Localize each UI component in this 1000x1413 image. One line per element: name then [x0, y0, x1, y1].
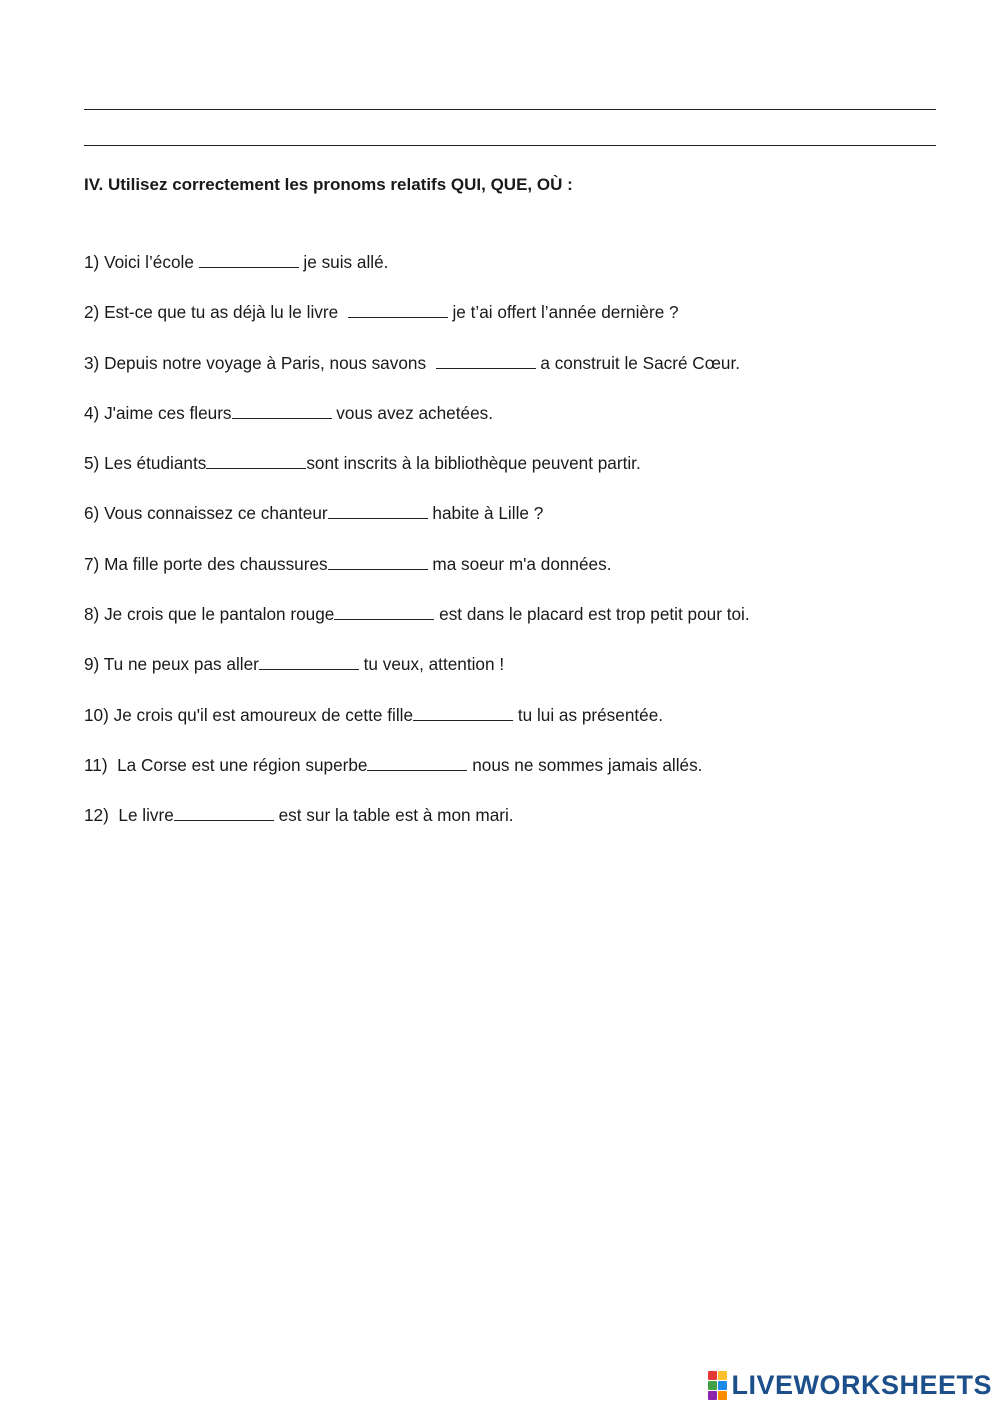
item-text-after: tu veux, attention !: [358, 654, 505, 675]
item-text-after: a construit le Sacré Cœur.: [535, 352, 741, 373]
blank-input[interactable]: [259, 653, 359, 670]
item-text-before: Je crois qu'il est amoureux de cette fille: [108, 704, 414, 725]
item-number: 11): [84, 754, 108, 775]
item-text-after: nous ne sommes jamais allés.: [467, 754, 703, 775]
item-text-before: La Corse est une région superbe: [107, 754, 368, 775]
blank-input[interactable]: [199, 251, 299, 268]
item-text-before: Est-ce que tu as déjà lu le livre: [99, 302, 348, 323]
exercise-item: [84, 804, 750, 854]
item-number: 3): [84, 352, 100, 373]
liveworksheets-logo: [708, 1370, 992, 1401]
blank-input[interactable]: [174, 804, 274, 821]
exercise-item: [84, 352, 750, 402]
item-number: 7): [84, 553, 100, 574]
item-text-after: tu lui as présentée.: [513, 704, 664, 725]
logo-block: [718, 1381, 727, 1390]
exercise-item: [84, 301, 750, 351]
logo-block: [708, 1371, 717, 1380]
blank-input[interactable]: [328, 502, 428, 519]
logo-block: [708, 1381, 717, 1390]
item-text-before: Ma fille porte des chaussures: [99, 553, 328, 574]
item-text-before: J'aime ces fleurs: [99, 402, 232, 423]
item-text-after: est dans le placard est trop petit pour toi.: [434, 604, 750, 625]
exercise-item: [84, 402, 750, 452]
item-text-before: Vous connaissez ce chanteur: [99, 503, 328, 524]
logo-block: [718, 1391, 727, 1400]
item-text-after: vous avez achetées.: [331, 402, 493, 423]
item-text-before: Tu ne peux pas aller: [99, 654, 259, 675]
answer-line-2[interactable]: [84, 145, 936, 146]
item-text-before: Le livre: [108, 805, 174, 826]
item-text-after: je suis allé.: [298, 252, 389, 272]
item-number: 2): [84, 302, 100, 323]
logo-block: [718, 1371, 727, 1380]
item-text-after: est sur la table est à mon mari.: [273, 805, 514, 826]
exercise-item: [84, 452, 750, 502]
item-text-before: Je crois que le pantalon rouge: [99, 604, 335, 625]
item-number: 12): [84, 805, 109, 826]
blank-input[interactable]: [328, 553, 428, 570]
item-number: 8): [84, 604, 100, 625]
blank-input[interactable]: [436, 352, 536, 369]
exercise-item: [84, 251, 750, 301]
item-text-before: Voici l’école: [99, 252, 199, 272]
exercise-item: [84, 704, 750, 754]
item-number: 6): [84, 503, 100, 524]
exercise-item: [84, 553, 750, 603]
blank-input[interactable]: [367, 754, 467, 771]
item-text-after: sont inscrits à la bibliothèque peuvent partir.: [306, 453, 641, 474]
item-text-before: Les étudiants: [99, 453, 207, 474]
item-number: 5): [84, 453, 100, 474]
blank-input[interactable]: [334, 603, 434, 620]
blank-input[interactable]: [206, 452, 306, 469]
blank-input[interactable]: [232, 402, 332, 419]
item-text-after: je t’ai offert l’année dernière ?: [447, 302, 679, 323]
logo-blocks-icon: [708, 1371, 727, 1400]
item-text-after: ma soeur m'a données.: [427, 553, 612, 574]
exercise-item: [84, 603, 750, 653]
exercise-item: [84, 502, 750, 552]
exercise-item: [84, 653, 750, 703]
blank-input[interactable]: [413, 704, 513, 721]
logo-text: LIVEWORKSHEETS: [731, 1370, 992, 1400]
item-text-after: habite à Lille ?: [427, 503, 544, 524]
item-number: 9): [84, 654, 100, 675]
answer-line-1[interactable]: [84, 109, 936, 110]
blank-input[interactable]: [348, 301, 448, 318]
exercise-list: [84, 251, 750, 855]
item-number: 4): [84, 402, 100, 423]
item-text-before: Depuis notre voyage à Paris, nous savons: [99, 352, 436, 373]
item-number: 1): [84, 252, 100, 272]
exercise-item: [84, 754, 750, 804]
item-number: 10): [84, 704, 109, 725]
exercise-heading: IV. Utilisez correctement les pronoms relatifs QUI, QUE, OÙ :: [84, 175, 573, 194]
logo-block: [708, 1391, 717, 1400]
